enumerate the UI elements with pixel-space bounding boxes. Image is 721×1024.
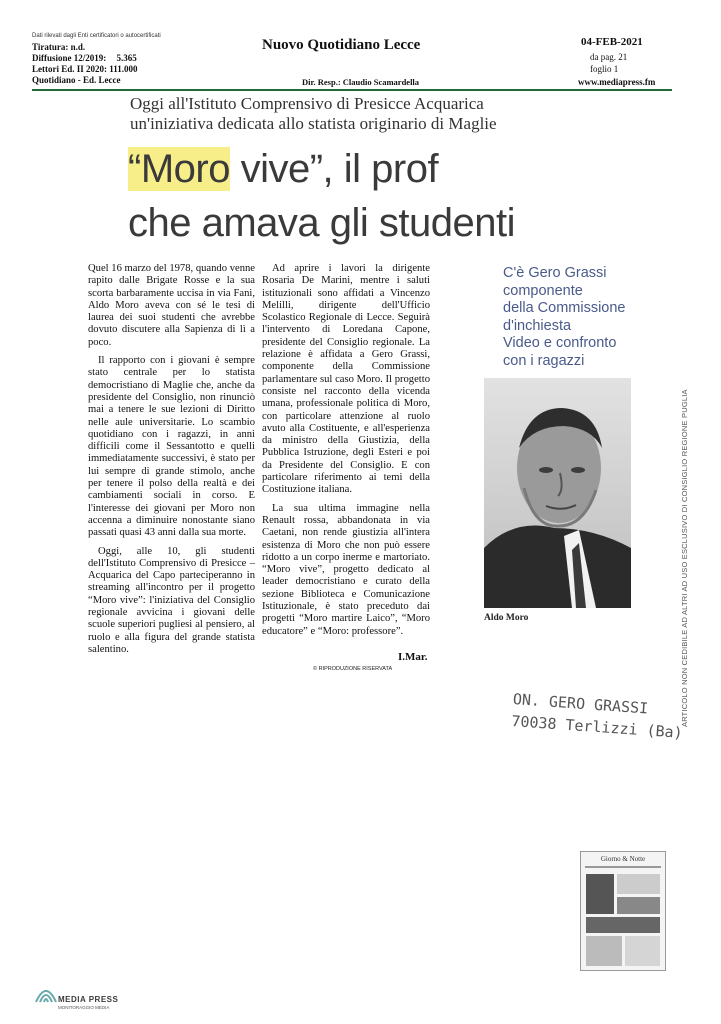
page-ref: da pag. 21	[590, 52, 628, 62]
stat-edizione: Quotidiano - Ed. Lecce	[32, 75, 121, 85]
article-title-line-1: “Moro vive”, il prof	[128, 147, 439, 191]
address-stamp: ON. GERO GRASSI 70038 Terlizzi (Ba)	[510, 690, 684, 742]
header-stats	[32, 42, 138, 86]
article-title-line-2: che amava gli studenti	[128, 201, 516, 245]
director: Dir. Resp.: Claudio Scamardella	[302, 77, 420, 87]
logo-subtitle: MONITORAGGIO MEDIA	[58, 1005, 110, 1010]
stat-tiratura: Tiratura: n.d.	[32, 42, 86, 52]
article-column-2	[262, 263, 430, 644]
masthead: Nuovo Quotidiano Lecce	[262, 37, 421, 53]
signature: I.Mar.	[398, 651, 428, 663]
title-highlight: “Moro	[128, 147, 230, 191]
photo-caption: Aldo Moro	[484, 613, 529, 623]
kicker-line-2: un'iniziativa dedicata allo statista originario di Maglie	[130, 114, 497, 133]
article-column-1	[88, 263, 255, 662]
paragraph: Oggi, alle 10, gli studenti dell'Istituto Comprensivo di Presicce – Acquarica del Capo parteciperanno in streaming all'incontro per il progetto “Moro vive”: l'iniziativa del Consiglio regionale avvicina i giovani delle scuole superiori pugliesi al pensiero, al ruolo e alla figura del grande statista salentino.	[88, 545, 255, 655]
logo-name: MEDIA PRESS	[58, 995, 119, 1004]
paragraph: Ad aprire i lavori la dirigente Rosaria De Marini, mentre i saluti istituzionali sono affidati a Vincenzo Melilli, dirigente dell'Ufficio Scolastico Regionale di Lecce. Seguirà l'intervento di Loredana Capone, presidente del Consiglio regionale. La relazione è affidata a Gero Grassi, componente della Commissione parlamentare sul caso Moro. Il progetto consiste nel racconto della vicenda umana, professionale politica di Moro, con particolare attenzione al ruolo avuto alla Costituente, e all'esperienza da ministro della Giustizia, della Pubblica Istruzione, degli Esteri e poi da Presidente del Consiglio. E con particolare riferimento ai temi della Costituzione italiana.	[262, 263, 430, 496]
date: 04-FEB-2021	[581, 36, 643, 48]
thumbnail-title: Giorno & Notte	[600, 855, 646, 863]
margin-note: ARTICOLO NON CEDIBILE AD ALTRI AD USO ESCLUSIVO DI CONSIGLIO REGIONE PUGLIA	[680, 389, 689, 727]
source-note: Dati rilevati dagli Enti certificatori o autocertificati	[32, 33, 161, 39]
kicker-line-1: Oggi all'Istituto Comprensivo di Presicce Acquarica	[130, 94, 484, 113]
sheet: foglio 1	[590, 64, 619, 74]
stat-lettori: Lettori Ed. II 2020: 111.000	[32, 64, 138, 74]
header-rule	[32, 89, 672, 91]
paragraph: Quel 16 marzo del 1978, quando venne rapito dalle Brigate Rosse e la sua scorta barbaramente uccisa in via Fani, Aldo Moro aveva con sé le tesi di laurea dei suoi studenti che avrebbe dovuto discutere alla Sapienza di lì a poco.	[88, 263, 255, 348]
media-press-logo	[30, 982, 130, 1012]
paragraph: La sua ultima immagine nella Renault rossa, abbandonata in via Caetani, non rende giustizia all'intera esistenza di Moro che non può essere ridotto a un corpo inerme e martoriato. “Moro vive”, progetto dedicato al leader democristiano e curato della sezione Biblioteca e Comunicazione Istituzionale, è stato preceduto dai progetti “Moro martire Laico”, “Moro educatore” e “Moro: professore”.	[262, 502, 430, 637]
website: www.mediapress.fm	[578, 77, 656, 87]
paragraph: Il rapporto con i giovani è sempre stato centrale per lo statista democristiano di Maglie che, anche da presidente del Consiglio, non rinunciò mai a tenere le sue lezioni di Diritto nelle aule universitarie. Lo scambio quotidiano con i ragazzi, in anni difficili come il Sessantotto e quelli immediatamente successivi, è stato per lui sempre di grande stimolo, anche per tenere il polso della realtà e dei cambiamenti sociali in corso. E l'interesse dei giovani per Moro non accenna a diminuire nonostante siano passati quasi 43 anni dalla sua morte.	[88, 355, 255, 539]
stat-diffusione: Diffusione 12/2019: 5.365	[32, 53, 137, 63]
sidebar-heading: C'è Gero Grassi componente della Commissione d'inchiesta Video e confronto con i ragazzi	[503, 265, 626, 369]
aldo-moro-photo	[484, 378, 631, 608]
copyright: © RIPRODUZIONE RISERVATA	[313, 666, 393, 672]
page-thumbnail	[580, 851, 666, 971]
logo-mark-icon	[34, 982, 58, 1004]
